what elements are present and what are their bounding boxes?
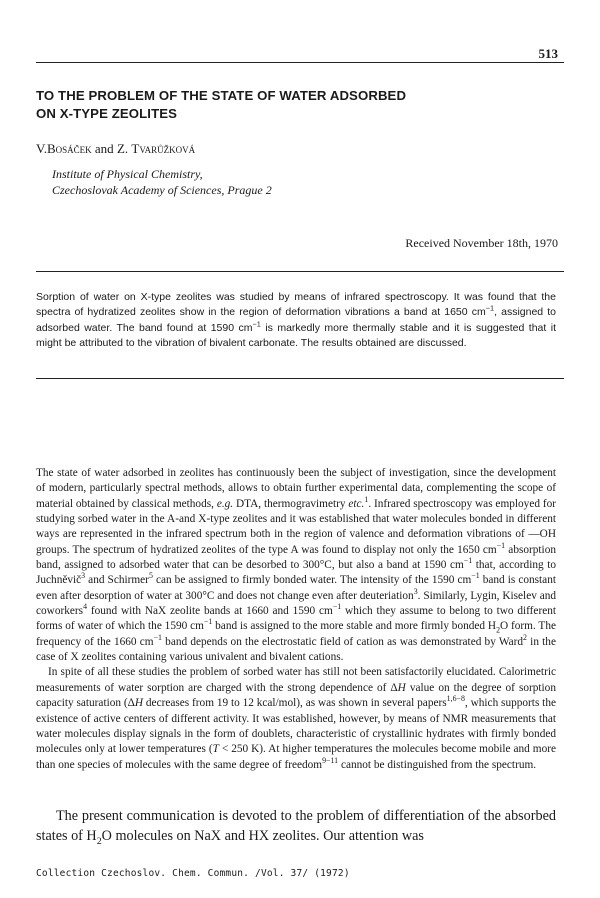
authors <box>36 141 195 157</box>
affiliation <box>52 166 272 198</box>
header-rule <box>36 62 564 63</box>
title-line-2: ON X-TYPE ZEOLITES <box>36 106 178 121</box>
paragraph-2: In spite of all these studies the problem of sorbed water has still not been satisfactorily elucidated. Calorimetric measurements of water sorption are charged with the strong dependence of ΔH value on the degree of sorption capacity saturation (ΔH decreases from 19 to 12 kcal/mol), as was shown in several papers$^{1,6-8}$, which supports the existence of active centers of different activity. It was established, however, by means of NMR measurements that water molecules display signals in the form of doublets, characteristic of crystallinic hydrates with firmly bonded molecules only at lower temperatures (T < 250 K). At higher temperatures the molecules become mobile and more than one species of molecules with the same degree of freedom$^{9-11}$ cannot be distinguished from the spectrum. <box>36 666 557 771</box>
paragraph-3: The present communication is devoted to the problem of differentiation of the absorbed states of $H_2O$ molecules on NaX and HX zeolites. Our attention was <box>36 808 556 847</box>
affiliation-line-2: Czechoslovak Academy of Sciences, Prague 2 <box>52 183 272 197</box>
abstract: Sorption of water on X-type zeolites was studied by means of infrared spectroscopy. It was found that the spectra of hydratized zeolites show in the region of deformation vibrations a band at 1650 $cm^{-1}$, assigned to adsorbed water. The band found at 1590 $cm^{-1}$ is markedly more thermally stable and it is suggested that it might be attributed to the vibration of bivalent carbonate. The results obtained are discussed. <box>36 291 556 350</box>
abstract-top-rule <box>36 271 564 272</box>
author-1-surname: Bosáček <box>46 141 92 156</box>
author-2-initial: Z. <box>116 141 129 156</box>
journal-footer: Collection Czechoslov. Chem. Commun. /Vol. 37/ (1972) <box>36 868 350 879</box>
abstract-bottom-rule <box>36 378 564 379</box>
title-line-1: TO THE PROBLEM OF THE STATE OF WATER ADSORBED <box>36 88 407 103</box>
received-date: Received November 18th, 1970 <box>405 236 558 250</box>
author-2-surname: Tvarůžková <box>131 141 196 156</box>
paragraph-1: The state of water adsorbed in zeolites has continuously been the subject of investigation, since the development of modern, particularly spectral methods, allows to obtain further experimental data, complementing the scope of material obtained by classical methods, e.g. DTA, thermogravimetry etc.$^1$. Infrared spectroscopy was employed for studying sorbed water in the A-and X-type zeolites and it was established that water molecules bonded in different ways are represented in the infrared spectrum both in the region of valence and deformation vibrations of —OH groups. The spectrum of hydratized zeolites of the type A was found to display not only the 1650 $cm^{-1}$ absorption band, assigned to adsorbed water that can be desorbed to 300°C, but also a band at 1590 $cm^{-1}$ that, according to Juchněvič$^3$ and Schirmer$^5$ can be assigned to firmly bonded water. The intensity of the 1590 $cm^{-1}$ band is constant even after desorption of water at 300°C and does not change even after deuteriation$^3$. Similarly, Lygin, Kiselev and coworkers$^4$ found with NaX zeolite bands at 1660 and 1590 $cm^{-1}$ which they assume to belong to two different forms of water of which the 1590 $cm^{-1}$ band is assigned to the more stable and more firmly bonded $H_2O$ form. The frequency of the 1660 $cm^{-1}$ band depends on the electrostatic field of cation as was demonstrated by Ward$^2$ in the case of X zeolites containing various univalent and bivalent cations. <box>36 467 557 664</box>
body-text <box>36 466 556 773</box>
affiliation-line-1: Institute of Physical Chemistry, <box>52 167 203 181</box>
author-1-initial: V. <box>36 141 47 156</box>
authors-and: and <box>94 141 114 156</box>
article-title <box>36 87 556 123</box>
page-number: 513 <box>538 46 558 61</box>
